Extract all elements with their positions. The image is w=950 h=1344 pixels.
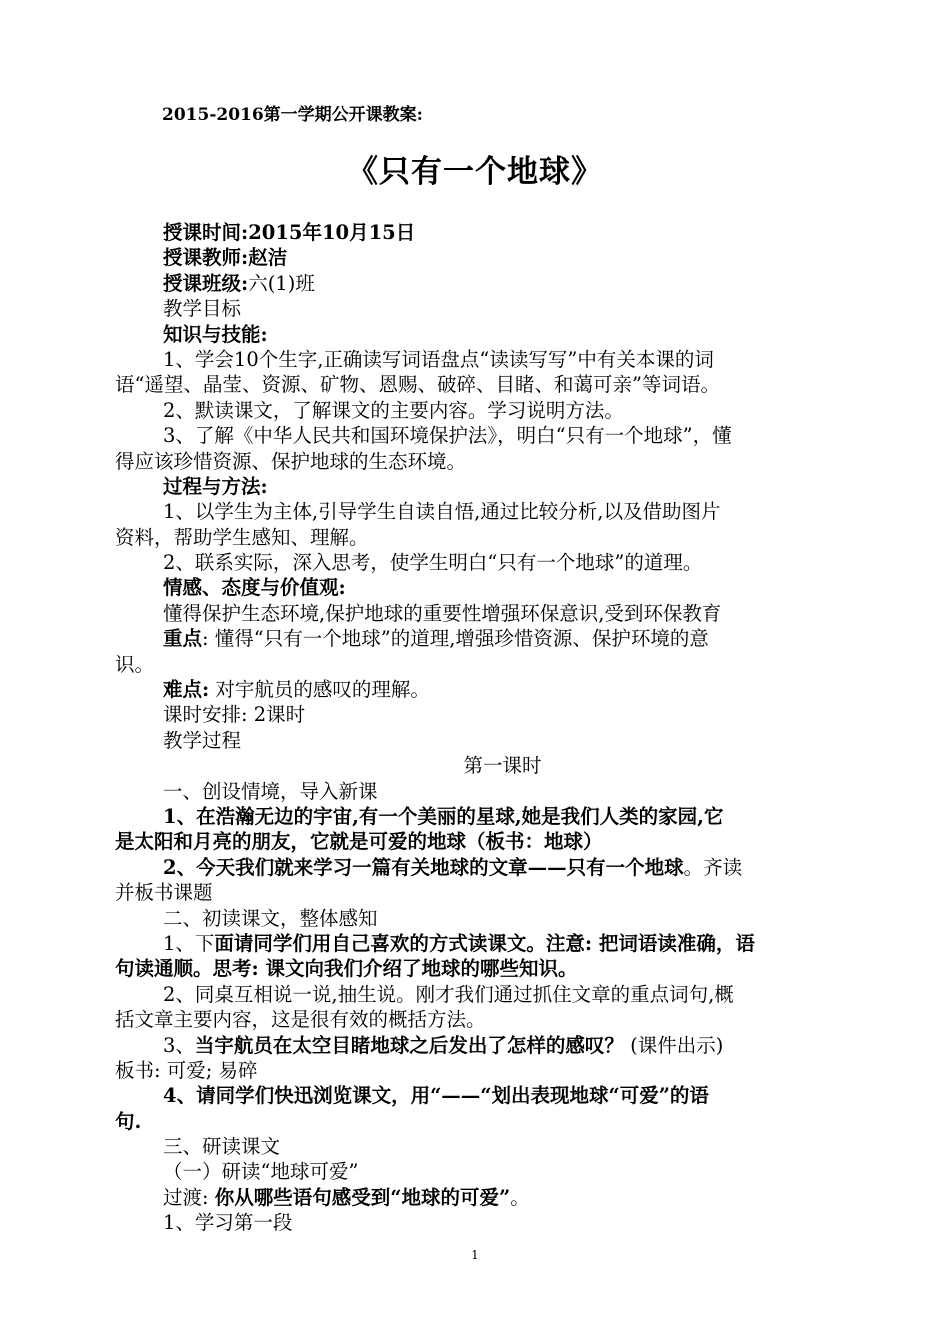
process-item-1-line1: 1、以学生为主体,引导学生自读自悟,通过比较分析,以及借助图片 [163, 500, 721, 524]
section-2-para-1-line1 [115, 931, 860, 956]
process-item-1-line2: 资料，帮助学生感知、理解。 [115, 525, 369, 549]
difficult-point-text: 对宇航员的感叹的理解。 [209, 678, 430, 702]
section-1-para-1-line2: 是太阳和月亮的朋友，它就是可爱的地球（板书：地球） [115, 830, 603, 854]
schedule: 课时安排: 2课时 [163, 703, 306, 727]
section-3-transition [115, 1185, 860, 1210]
meta-time-label: 授课时间: [163, 221, 249, 244]
section-2-para-4-line1: 4、请同学们快迅浏览课文，用“——“划出表现地球“可爱”的语 [163, 1084, 709, 1108]
section-2-para-1-lead: 1、下 [163, 931, 215, 955]
key-point-label: 重点 [163, 627, 203, 651]
knowledge-heading: 知识与技能: [163, 322, 268, 346]
process-heading: 过程与方法: [163, 474, 268, 498]
key-point-line1 [115, 626, 860, 651]
knowledge-item-3-line2: 得应该珍惜资源、保护地球的生态环境。 [115, 449, 467, 473]
meta-time-value: 2015年10月15日 [248, 221, 416, 244]
section-2-para-3-line1 [115, 1033, 860, 1058]
meta-class-label: 授课班级: [163, 271, 249, 295]
section-2-para-3-tail: (课件出示) [623, 1033, 724, 1057]
difficult-point-label: 难点: [163, 678, 210, 702]
meta-time [115, 220, 860, 245]
section-2-heading: 二、初读课文，整体感知 [163, 906, 378, 930]
section-3-transition-bold: 你从哪些语句感受到“地球的可爱” [214, 1185, 511, 1209]
section-3-step-1: 1、学习第一段 [163, 1211, 293, 1235]
document-body [115, 220, 860, 1236]
section-3-transition-tail: 。 [510, 1185, 530, 1209]
emotion-text: 懂得保护生态环境,保护地球的重要性增强环保意识,受到环保教育 [163, 601, 722, 625]
teaching-process-heading: 教学过程 [163, 728, 242, 752]
section-2-para-2-line1: 2、同桌互相说一说,抽生说。刚才我们通过抓住文章的重点词句,概 [163, 982, 734, 1006]
document-header: 2015-2016第一学期公开课教案: [162, 105, 423, 125]
section-3-heading: 三、研读课文 [163, 1135, 281, 1159]
key-point-line2: 识。 [115, 652, 155, 676]
objectives-heading: 教学目标 [163, 297, 242, 321]
section-1-para-1-line1: 1、在浩瀚无边的宇宙,有一个美丽的星球,她是我们人类的家园,它 [163, 804, 724, 828]
lesson-1-title: 第一课时 [463, 754, 542, 778]
knowledge-item-1-line2: 语“遥望、晶莹、资源、矿物、恩赐、破碎、目睹、和蔼可亲”等词语。 [115, 373, 720, 397]
meta-teacher-value: 赵洁 [248, 246, 288, 270]
key-point-text: : 懂得“只有一个地球”的道理,增强珍惜资源、保护环境的意 [202, 627, 709, 651]
page-title: 《只有一个地球》 [347, 154, 603, 190]
meta-teacher [115, 245, 860, 270]
section-2-para-3-lead: 3、 [163, 1033, 195, 1057]
section-1-para-2-line2: 并板书课题 [115, 881, 213, 905]
section-2-para-3-bold: 当宇航员在太空目睹地球之后发出了怎样的感叹？ [194, 1033, 624, 1057]
knowledge-item-3-line1: 3、了解《中华人民共和国环境保护法》，明白“只有一个地球”，懂 [163, 424, 732, 448]
difficult-point [115, 677, 860, 702]
section-1-para-2-tail: 。齐读 [683, 855, 743, 879]
knowledge-item-2: 2、默读课文，了解课文的主要内容。学习说明方法。 [163, 398, 624, 422]
section-3-subheading: （一）研读“地球可爱” [163, 1160, 359, 1184]
section-1-para-2-bold: 2、今天我们就来学习一篇有关地球的文章——只有一个地球 [163, 855, 684, 879]
meta-teacher-label: 授课教师: [163, 246, 249, 270]
emotion-heading: 情感、态度与价值观: [163, 576, 346, 600]
meta-class [115, 271, 860, 296]
section-2-para-2-line2: 括文章主要内容，这是很有效的概括方法。 [115, 1008, 486, 1032]
section-2-para-1-line2: 句读通顺。思考: 课文向我们介绍了地球的哪些知识。 [115, 957, 578, 981]
section-2-para-4-line2: 句. [115, 1109, 142, 1133]
meta-class-value: 六(1)班 [248, 271, 315, 295]
section-2-para-1-bold: 面请同学们用自己喜欢的方式读课文。注意: 把词语读准确，语 [214, 931, 755, 955]
knowledge-item-1-line1: 1、学会10个生字,正确读写词语盘点“读读写写”中有关本课的词 [163, 347, 714, 371]
section-1-heading: 一、创设情境，导入新课 [163, 779, 378, 803]
section-1-para-2-line1 [115, 855, 860, 880]
section-3-transition-label: 过渡: [163, 1185, 215, 1209]
process-item-2: 2、联系实际，深入思考，使学生明白“只有一个地球”的道理。 [163, 551, 703, 575]
page-number: 1 [471, 1248, 479, 1262]
section-2-para-3-line2: 板书: 可爱; 易碎 [115, 1058, 258, 1082]
